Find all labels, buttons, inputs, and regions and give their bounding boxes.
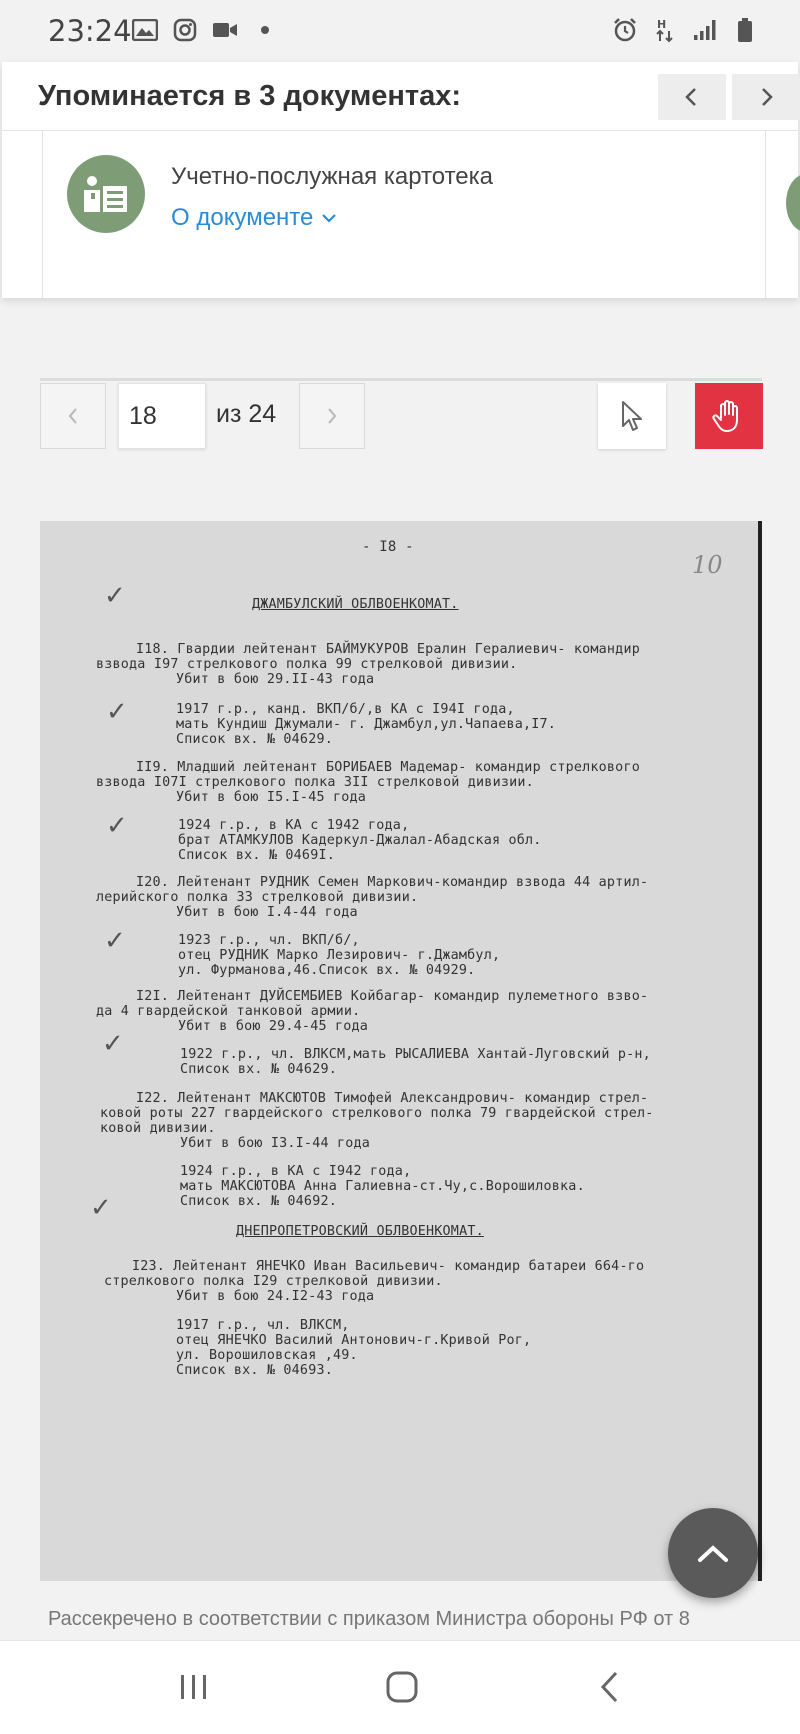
scan-section-heading: ДНЕПРОПЕТРОВСКИЙ ОБЛВОЕНКОМАТ. <box>236 1224 484 1239</box>
checkmark-icon: ✓ <box>90 1193 112 1223</box>
gallery-icon <box>132 18 158 42</box>
page-next-button[interactable] <box>299 383 365 449</box>
scan-text-line: Список вх. № 0469I. <box>178 848 335 863</box>
about-document-label: О документе <box>171 204 314 231</box>
scan-text <box>40 521 756 1581</box>
hand-icon <box>711 398 747 434</box>
cursor-icon <box>618 399 646 433</box>
scan-text-line: мать Кундиш Джумали- г. Джамбул,ул.Чапаева,I7. <box>176 717 557 732</box>
scan-text-line: 1924 г.р., в КА с 1942 года, <box>178 818 410 833</box>
mentions-panel <box>2 62 798 298</box>
scan-text-line: 1924 г.р., в КА с I942 года, <box>180 1164 412 1179</box>
scan-text-line: 1923 г.р., чл. ВКП/б/, <box>178 933 360 948</box>
recent-apps-icon <box>179 1673 209 1701</box>
scan-text-line: Список вх. № 04693. <box>176 1363 333 1378</box>
pager-divider <box>40 378 762 381</box>
scan-text-line: Список вх. № 04692. <box>180 1194 337 1209</box>
pointer-tool-button[interactable] <box>598 383 666 449</box>
checkmark-icon: ✓ <box>106 811 128 841</box>
scan-text-line: Список вх. № 04629. <box>176 732 333 747</box>
scan-text-line: Убит в бою 24.I2-43 года <box>176 1289 375 1304</box>
chevron-right-icon <box>323 405 341 427</box>
data-icon <box>652 18 678 42</box>
system-navigation-bar <box>0 1640 800 1734</box>
scan-text-line: Убит в бою 29.II-43 года <box>176 672 375 687</box>
scan-text-line: Убит в бою I3.I-44 года <box>180 1136 371 1151</box>
document-card[interactable] <box>42 130 766 298</box>
alarm-icon <box>612 18 638 42</box>
video-icon <box>212 18 238 42</box>
back-icon <box>598 1670 622 1704</box>
chevron-down-icon <box>321 212 337 224</box>
page-total-label: из 24 <box>216 400 277 428</box>
signal-icon <box>692 18 718 42</box>
status-bar <box>0 0 800 62</box>
scan-text-line: I23. Лейтенант ЯНЕЧКО Иван Васильевич- командир батареи 664-го <box>132 1259 645 1274</box>
checkmark-icon: ✓ <box>102 1029 124 1059</box>
about-document-link[interactable] <box>171 204 337 232</box>
home-icon <box>385 1670 419 1704</box>
checkmark-icon: ✓ <box>104 581 126 611</box>
declassified-note: Рассекречено в соответствии с приказом Министра обороны РФ от 8 <box>48 1608 690 1630</box>
scan-text-line: Убит в бою I5.I-45 года <box>176 790 367 805</box>
document-title: Учетно-послужная картотека <box>171 163 494 190</box>
chevron-right-icon <box>755 86 777 108</box>
dot-icon <box>252 18 278 42</box>
scan-text-line: I20. Лейтенант РУДНИК Семен Маркович-командир взвода 44 артил- <box>136 875 649 890</box>
back-button[interactable] <box>586 1667 634 1707</box>
scroll-to-top-button[interactable] <box>668 1508 758 1598</box>
page-number-input[interactable] <box>118 383 206 449</box>
checkmark-icon: ✓ <box>104 926 126 956</box>
recent-apps-button[interactable] <box>170 1667 218 1707</box>
svg-text:H: H <box>657 18 667 31</box>
scan-text-line: 1917 г.р., чл. ВЛКСМ, <box>176 1318 350 1333</box>
status-left-icons <box>132 18 278 42</box>
scan-text-line: да 4 гвардейской танковой армии. <box>96 1004 361 1019</box>
document-scan[interactable] <box>40 521 762 1581</box>
scan-text-line: I2I. Лейтенант ДУЙСЕМБИЕВ Койбагар- командир пулеметного взво- <box>136 989 649 1004</box>
status-right-icons <box>612 18 758 42</box>
scan-text-line: отец ЯНЕЧКО Василий Антонович-г.Кривой Рог, <box>176 1333 532 1348</box>
scan-text-line: лерийского полка 33 стрелковой дивизии. <box>96 890 419 905</box>
scan-text-line: 1917 г.р., канд. ВКП/б/,в КА с I94I года, <box>176 702 515 717</box>
scan-text-line: Список вх. № 04629. <box>180 1062 337 1077</box>
scan-text-line: брат АТАМКУЛОВ Кадеркул-Джалал-Абадская обл. <box>178 833 542 848</box>
checkmark-icon: ✓ <box>106 697 128 727</box>
scan-text-line: ул. Фурманова,46.Список вх. № 04929. <box>178 963 476 978</box>
page-prev-button[interactable] <box>40 383 106 449</box>
scan-text-line: ковой роты 227 гвардейского стрелкового полка 79 гвардейской стрел- <box>100 1106 654 1121</box>
scan-handwritten-note: 10 <box>692 551 723 579</box>
scan-text-line: взвода I07I стрелкового полка 3II стрелковой дивизии. <box>96 775 534 790</box>
mentions-title: Упоминается в 3 документах: <box>38 80 462 112</box>
status-time: 23:24 <box>48 14 132 48</box>
scan-text-line: взвода I97 стрелкового полка 99 стрелковой дивизии. <box>96 657 518 672</box>
scan-text-line: стрелкового полка I29 стрелковой дивизии. <box>104 1274 443 1289</box>
instagram-icon <box>172 18 198 42</box>
scan-text-line: Убит в бою I.4-44 года <box>176 905 358 920</box>
chevron-left-icon <box>64 405 82 427</box>
scan-text-line: I18. Гвардии лейтенант БАЙМУКУРОВ Ералин Гералиевич- командир <box>136 642 640 657</box>
chevron-left-icon <box>681 86 703 108</box>
scan-text-line: Убит в бою 29.4-45 года <box>178 1019 369 1034</box>
scan-page-number: - I8 - <box>362 539 414 555</box>
mentions-next-button[interactable] <box>732 74 800 120</box>
scan-section-heading: ДЖАМБУЛСКИЙ ОБЛВОЕНКОМАТ. <box>252 597 459 612</box>
scan-text-line: отец РУДНИК Марко Лезирович- г.Джамбул, <box>178 948 501 963</box>
document-card-icon <box>67 155 145 233</box>
mentions-prev-button[interactable] <box>658 74 726 120</box>
battery-icon <box>732 18 758 42</box>
scan-text-line: II9. Младший лейтенант БОРИБАЕВ Мадемар- командир стрелкового <box>136 760 640 775</box>
scan-text-line: ул. Ворошиловская ,49. <box>176 1348 358 1363</box>
chevron-up-icon <box>696 1542 730 1564</box>
home-button[interactable] <box>378 1667 426 1707</box>
scan-text-line: ковой дивизии. <box>100 1121 216 1136</box>
mentions-header <box>2 62 798 131</box>
scan-text-line: I22. Лейтенант МАКСЮТОВ Тимофей Александрович- командир стрел- <box>136 1091 649 1106</box>
scan-text-line: мать МАКСЮТОВА Анна Галиевна-ст.Чу,с.Ворошиловка. <box>180 1179 585 1194</box>
hand-tool-button[interactable] <box>695 383 763 449</box>
scan-text-line: 1922 г.р., чл. ВЛКСМ,мать РЫСАЛИЕВА Хантай-Луговский р-н, <box>180 1047 651 1062</box>
